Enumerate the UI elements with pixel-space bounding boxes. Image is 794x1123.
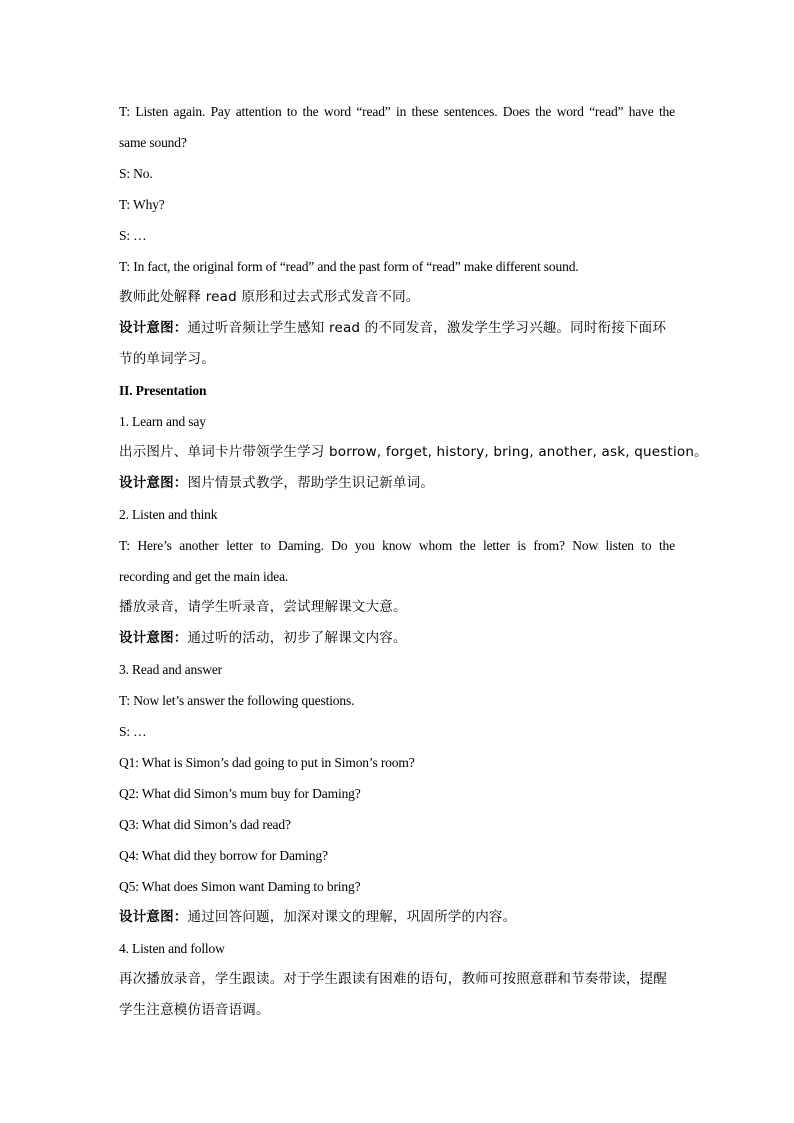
step-heading: 4. Listen and follow [119, 941, 225, 956]
section-heading: II. Presentation [119, 383, 207, 398]
text-line: T: Now let’s answer the following questions. [119, 693, 355, 708]
design-intent-label: 设计意图： [119, 909, 188, 925]
design-intent-label: 设计意图： [119, 630, 188, 646]
text-line: T: Why? [119, 197, 165, 212]
text-line: S: No. [119, 166, 153, 181]
question-line: Q5: What does Simon want Daming to bring? [119, 879, 361, 894]
design-intent-label: 设计意图： [119, 320, 188, 336]
text-line: 节的单词学习。 [119, 351, 215, 367]
design-intent-text: 通过听的活动，初步了解课文内容。 [187, 630, 407, 646]
question-line: Q3: What did Simon’s dad read? [119, 817, 291, 832]
text-line: 学生注意模仿语音语调。 [119, 1002, 270, 1018]
step-heading: 1. Learn and say [119, 414, 206, 429]
text-line: recording and get the main idea. [119, 569, 289, 584]
design-intent-line [119, 313, 675, 344]
text-line: T: Here’s another letter to Daming. Do you know whom the letter is from? Now listen to the [119, 538, 675, 553]
document-page [119, 96, 708, 1026]
text-line: S: … [119, 228, 147, 243]
design-intent-text: 通过回答问题，加深对课文的理解，巩固所学的内容。 [187, 909, 517, 925]
text-line: same sound? [119, 135, 187, 150]
text-line: 出示图片、单词卡片带领学生学习 borrow, forget, history, bring, another, ask, question。 [119, 444, 708, 460]
text-line: 播放录音，请学生听录音，尝试理解课文大意。 [119, 599, 407, 615]
text-line: T: Listen again. Pay attention to the word “read” in these sentences. Does the word “read” have the [119, 104, 675, 119]
design-intent-label: 设计意图： [119, 475, 188, 491]
design-intent-text: 通过听音频让学生感知 read 的不同发音，激发学生学习兴趣。同时衔接下面环 [187, 320, 667, 336]
question-line: Q4: What did they borrow for Daming? [119, 848, 328, 863]
design-intent-line [119, 623, 675, 654]
step-heading: 3. Read and answer [119, 662, 223, 677]
design-intent-text: 图片情景式教学，帮助学生识记新单词。 [187, 475, 435, 491]
text-line: S: … [119, 724, 147, 739]
text-line: 教师此处解释 read 原形和过去式形式发音不同。 [119, 289, 420, 305]
design-intent-line [119, 902, 675, 933]
text-line: 再次播放录音，学生跟读。对于学生跟读有困难的语句，教师可按照意群和节奏带读，提醒 [119, 971, 667, 987]
step-heading: 2. Listen and think [119, 507, 218, 522]
question-line: Q1: What is Simon’s dad going to put in Simon’s room? [119, 755, 415, 770]
question-line: Q2: What did Simon’s mum buy for Daming? [119, 786, 361, 801]
design-intent-line [119, 468, 675, 499]
text-line: T: In fact, the original form of “read” and the past form of “read” make different sound. [119, 259, 579, 274]
